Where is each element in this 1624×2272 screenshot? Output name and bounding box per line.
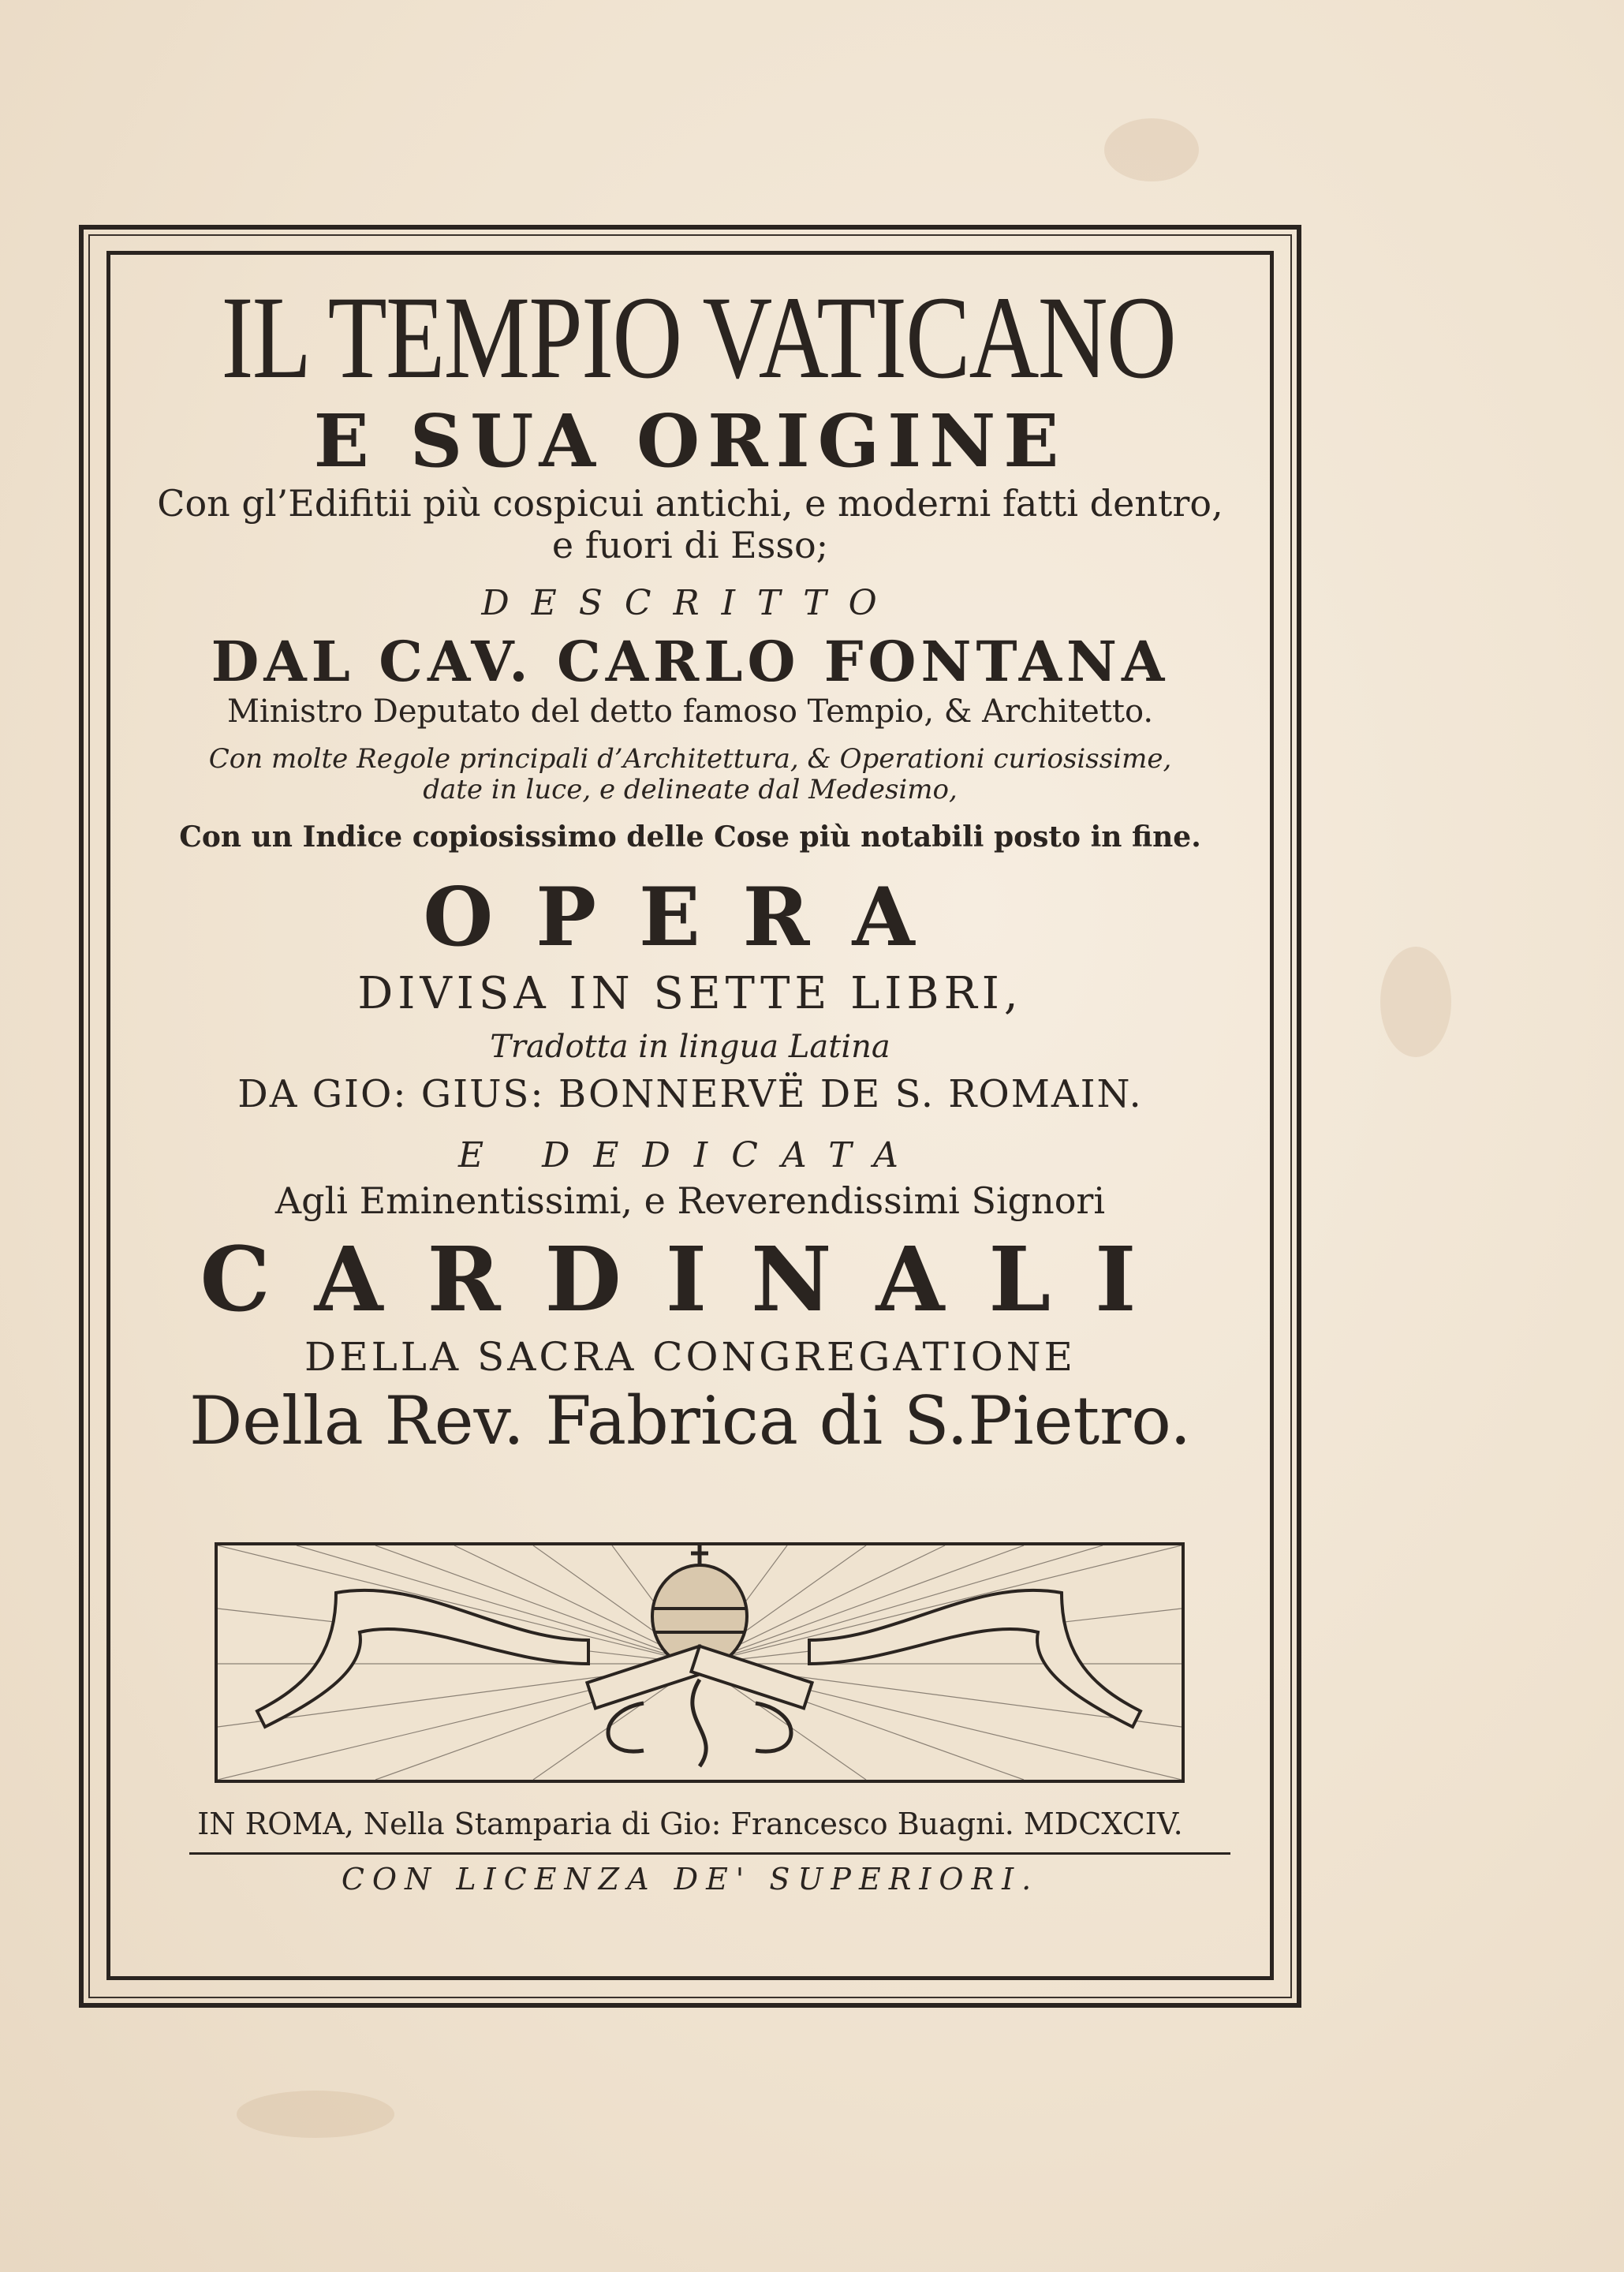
licenza-line: CON LICENZA DE' SUPERIORI. — [341, 1862, 1040, 1896]
index-line: Con un Indice copiosissimo delle Cose più notabili posto in fine. — [179, 820, 1201, 854]
description-line-2: e fuori di Esso; — [551, 524, 829, 567]
paper-stain — [1380, 947, 1451, 1057]
paper-stain — [237, 2091, 394, 2138]
tradotta-line: Tradotta in lingua Latina — [490, 1029, 890, 1066]
author-role: Ministro Deputato del detto famoso Tempio, & Architetto. — [226, 693, 1154, 731]
title-page-text — [118, 260, 1262, 1459]
congregation-line: DELLA SACRA CONGREGATIONE — [304, 1333, 1076, 1380]
author-name: DAL CAV. CARLO FONTANA — [211, 628, 1170, 694]
description-line-1: Con gl’Edifitii più cospicui antichi, e moderni fatti dentro, — [157, 482, 1223, 525]
imprint-rule — [189, 1852, 1230, 1855]
dedication-line: Agli Eminentissimi, e Reverendissimi Signori — [274, 1179, 1106, 1223]
paper-stain — [1104, 118, 1199, 181]
divisa-line: DIVISA IN SETTE LIBRI, — [357, 968, 1023, 1020]
translator-line: DA GIO: GIUS: BONNERVË DE S. ROMAIN. — [237, 1072, 1143, 1117]
book-subtitle: E SUA ORIGINE — [313, 398, 1067, 484]
imprint-line: IN ROMA, Nella Stamparia di Gio: Francesco Buagni. MDCXCIV. — [197, 1807, 1183, 1841]
dedicata-label: E DEDICATA — [458, 1134, 922, 1175]
book-title: IL TEMPIO VATICANO — [221, 272, 1176, 403]
rules-line-2: date in luce, e delineate dal Medesimo, — [423, 774, 958, 806]
rules-line-1: Con molte Regole principali d’Architettura, & Operationi curiosissime, — [208, 743, 1172, 775]
papal-arms-vignette — [215, 1542, 1185, 1783]
cardinali-heading: CARDINALI — [200, 1228, 1181, 1332]
opera-heading: OPERA — [423, 869, 958, 965]
descritto-label: DESCRITTO — [481, 583, 899, 624]
fabrica-line: Della Rev. Fabrica di S.Pietro. — [189, 1382, 1192, 1460]
papal-arms-icon — [218, 1545, 1182, 1780]
